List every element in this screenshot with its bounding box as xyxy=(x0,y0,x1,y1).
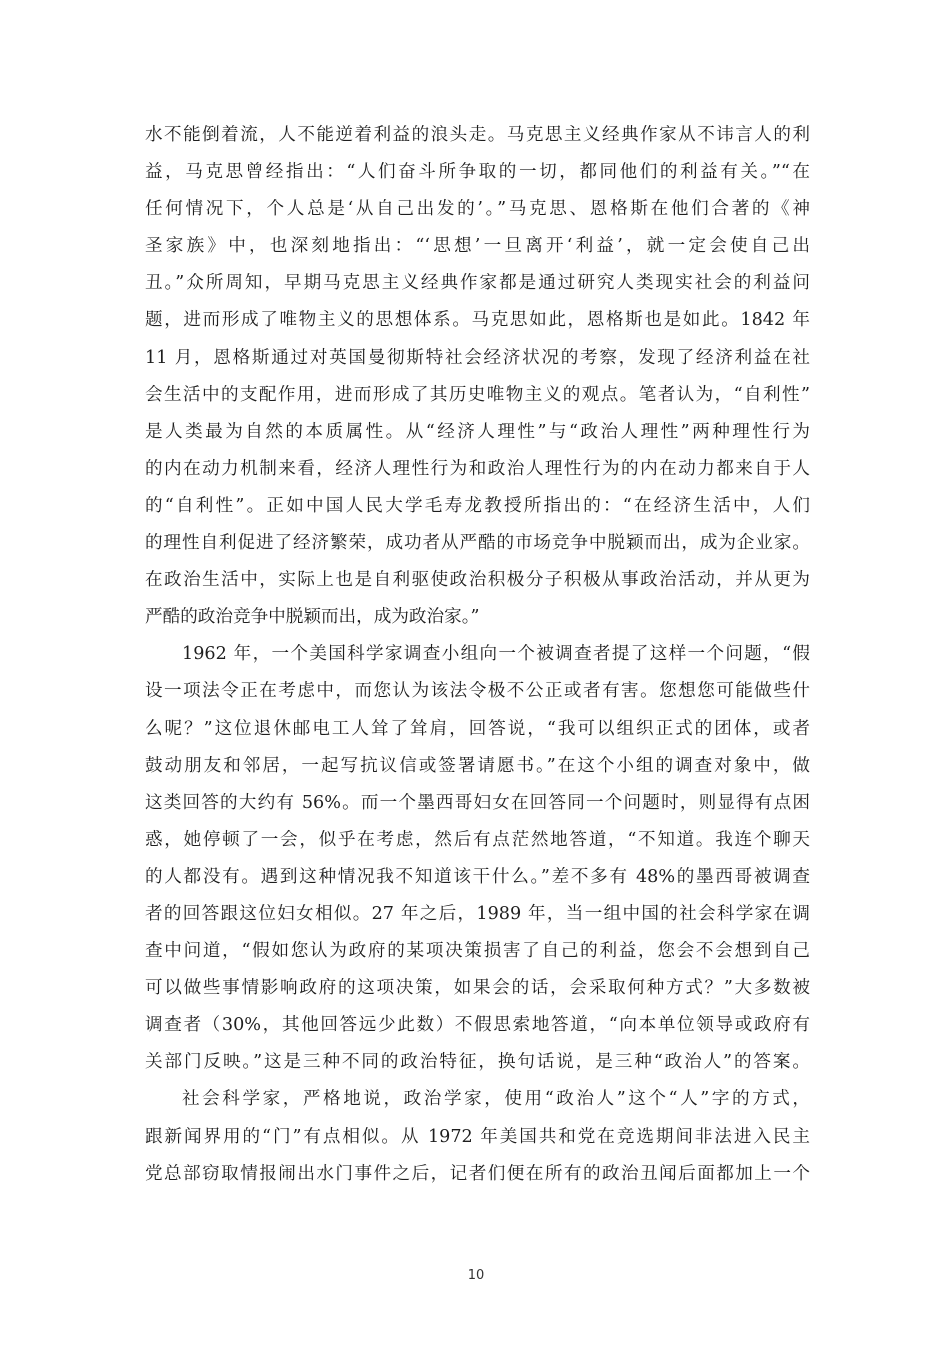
text-line: 关部门反映。”这是三种不同的政治特征，换句话说，是三种“政治人”的答案。 xyxy=(145,1052,810,1073)
text-line: 的人都没有。遇到这种情况我不知道该干什么。”差不多有 48%的墨西哥被调查 xyxy=(145,866,810,887)
text-line: 在政治生活中，实际上也是自利驱使政治积极分子积极从事政治活动，并从更为 xyxy=(145,570,810,591)
body-text xyxy=(145,117,810,1193)
text-line: 惑，她停顿了一会，似乎在考虑，然后有点茫然地答道，“不知道。我连个聊天 xyxy=(145,829,810,850)
paragraph xyxy=(145,117,810,636)
paragraph xyxy=(145,1081,810,1192)
page-number: 10 xyxy=(467,1268,485,1283)
text-line: 党总部窃取情报闹出水门事件之后，记者们便在所有的政治丑闻后面都加上一个 xyxy=(145,1163,810,1184)
text-line: 的“自利性”。正如中国人民大学毛寿龙教授所指出的：“在经济生活中，人们 xyxy=(145,495,810,516)
text-line: 益，马克思曾经指出：“人们奋斗所争取的一切，都同他们的利益有关。”“在 xyxy=(145,162,810,183)
text-line: 查中问道，“假如您认为政府的某项决策损害了自己的利益，您会不会想到自己 xyxy=(145,941,810,962)
text-line: 跟新闻界用的“门”有点相似。从 1972 年美国共和党在竞选期间非法进入民主 xyxy=(145,1126,810,1147)
text-line: 1962 年，一个美国科学家调查小组向一个被调查者提了这样一个问题，“假 xyxy=(182,644,810,665)
text-line: 丑。”众所周知，早期马克思主义经典作家都是通过研究人类现实社会的利益问 xyxy=(145,273,810,294)
text-line: 的理性自利促进了经济繁荣，成功者从严酷的市场竞争中脱颖而出，成为企业家。 xyxy=(145,533,810,554)
text-line: 11 月，恩格斯通过对英国曼彻斯特社会经济状况的考察，发现了经济利益在社 xyxy=(145,347,810,368)
text-line: 水不能倒着流，人不能逆着利益的浪头走。马克思主义经典作家从不讳言人的利 xyxy=(145,125,810,145)
text-line: 社会科学家，严格地说，政治学家，使用“政治人”这个“人”字的方式， xyxy=(182,1089,810,1110)
text-line: 任何情况下，个人总是‘从自己出发的’。”马克思、恩格斯在他们合著的《神 xyxy=(145,199,810,220)
text-line: 题，进而形成了唯物主义的思想体系。马克思如此，恩格斯也是如此。1842 年 xyxy=(145,310,810,331)
text-line: 是人类最为自然的本质属性。从“经济人理性”与“政治人理性”两种理性行为 xyxy=(145,421,810,442)
text-line: 会生活中的支配作用，进而形成了其历史唯物主义的观点。笔者认为，“自利性” xyxy=(145,384,810,405)
text-line: 可以做些事情影响政府的这项决策，如果会的话，会采取何种方式？”大多数被 xyxy=(145,978,810,999)
text-line: 者的回答跟这位妇女相似。27 年之后，1989 年，当一组中国的社会科学家在调 xyxy=(145,903,810,924)
text-line: 调查者（30%，其他回答远少此数）不假思索地答道，“向本单位领导或政府有 xyxy=(145,1015,810,1036)
text-line: 鼓动朋友和邻居，一起写抗议信或签署请愿书。”在这个小组的调查对象中，做 xyxy=(145,755,810,776)
text-line: 设一项法令正在考虑中，而您认为该法令极不公正或者有害。您想您可能做些什 xyxy=(145,681,810,702)
text-line: 的内在动力机制来看，经济人理性行为和政治人理性行为的内在动力都来自于人 xyxy=(145,458,810,479)
text-line: 圣家族》中，也深刻地指出：“‘思想’一旦离开‘利益’，就一定会使自己出 xyxy=(145,236,810,257)
paragraph xyxy=(145,636,810,1081)
text-line: 严酷的政治竞争中脱颖而出，成为政治家。” xyxy=(145,607,480,628)
text-line: 么呢？”这位退休邮电工人耸了耸肩，回答说，“我可以组织正式的团体，或者 xyxy=(145,718,810,739)
text-line: 这类回答的大约有 56%。而一个墨西哥妇女在回答同一个问题时，则显得有点困 xyxy=(145,792,810,813)
